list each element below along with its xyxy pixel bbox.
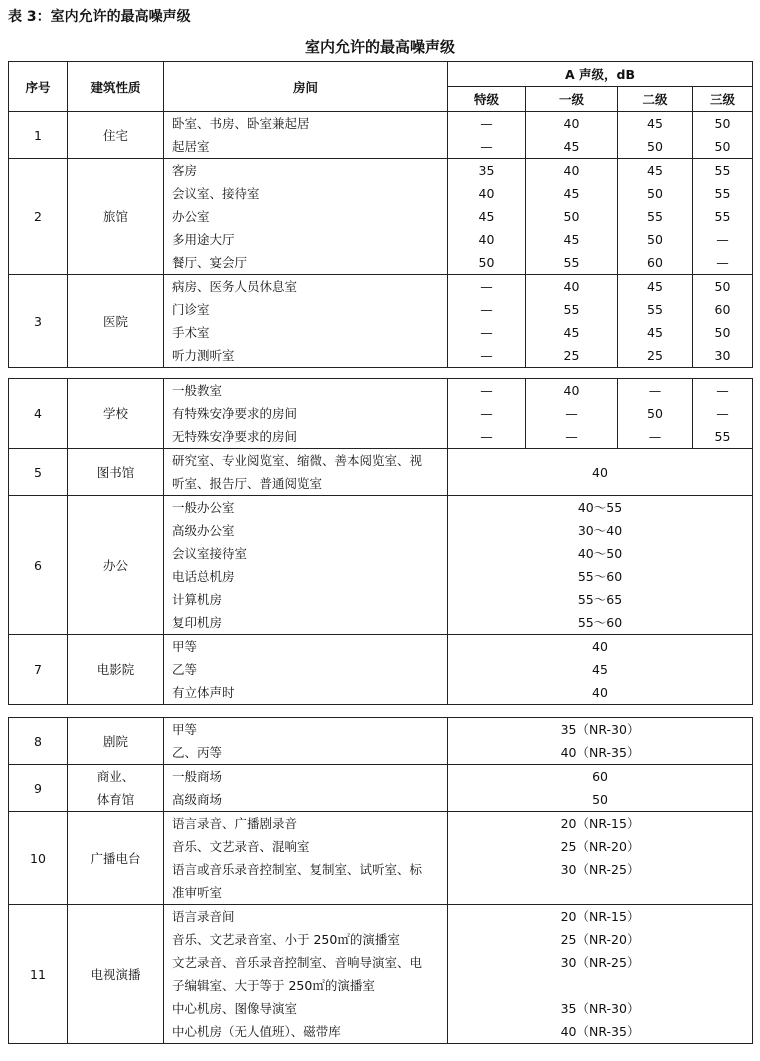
merged-value: 40（NR-35） xyxy=(448,1020,753,1044)
room-name-line: 有特殊安净要求的房间 xyxy=(172,406,298,421)
room-name-line: 计算机房 xyxy=(172,592,223,607)
building-type-line: 办公 xyxy=(102,557,128,573)
grade-value: 50 xyxy=(618,228,693,251)
building-type xyxy=(68,379,164,449)
grade-value: — xyxy=(448,402,526,425)
room-name xyxy=(164,519,448,542)
room-name xyxy=(164,588,448,611)
merged-value: 30（NR-25） xyxy=(448,951,753,997)
table-row xyxy=(9,379,753,403)
room-name xyxy=(164,658,448,681)
grade-value: 40 xyxy=(526,379,618,403)
merged-value: 25（NR-20） xyxy=(448,835,753,858)
row-number: 2 xyxy=(9,159,68,275)
room-name xyxy=(164,635,448,659)
row-number: 9 xyxy=(9,765,68,812)
room-name xyxy=(164,681,448,705)
room-name-line: 餐厅、宴会厅 xyxy=(172,255,248,270)
grade-value: 35 xyxy=(448,159,526,183)
room-name-line: 起居室 xyxy=(172,139,210,154)
building-type xyxy=(68,765,164,812)
room-name xyxy=(164,765,448,789)
grade-value: 50 xyxy=(693,275,753,299)
grade-value: 45 xyxy=(618,275,693,299)
building-type-line: 体育馆 xyxy=(96,792,135,807)
table-row xyxy=(9,112,753,136)
room-name-line: 音乐、文艺录音、混响室 xyxy=(172,839,310,854)
grade-value: 45 xyxy=(448,205,526,228)
building-type xyxy=(68,812,164,905)
row-number: 6 xyxy=(9,496,68,635)
room-name-line: 高级商场 xyxy=(172,792,223,807)
grade-value: 45 xyxy=(526,321,618,344)
room-name xyxy=(164,835,448,858)
merged-value: 30（NR-25） xyxy=(448,858,753,905)
header-grade: 二级 xyxy=(618,87,693,112)
room-name-line: 乙、丙等 xyxy=(172,745,223,760)
table-row xyxy=(9,718,753,742)
grade-value: 50 xyxy=(693,321,753,344)
building-type-line: 广播电台 xyxy=(90,850,141,866)
header-type: 建筑性质 xyxy=(68,62,164,112)
table-row xyxy=(9,635,753,659)
grade-value: 55 xyxy=(693,205,753,228)
room-name-line: 音乐、文艺录音室、小于 250㎡的演播室 xyxy=(172,932,400,947)
grade-value: — xyxy=(448,112,526,136)
merged-value: 45 xyxy=(448,658,753,681)
room-name xyxy=(164,425,448,449)
room-name-line: 门诊室 xyxy=(172,302,210,317)
room-name-line: 文艺录音、音乐录音控制室、音响导演室、电 xyxy=(172,955,423,970)
building-type xyxy=(68,112,164,159)
grade-value: 40 xyxy=(448,228,526,251)
room-name xyxy=(164,905,448,929)
merged-value: 35（NR-30） xyxy=(448,718,753,742)
grade-value: 55 xyxy=(693,159,753,183)
building-type-line: 住宅 xyxy=(102,127,128,143)
grade-value: — xyxy=(448,275,526,299)
room-name-line: 乙等 xyxy=(172,662,198,677)
merged-value: 55～60 xyxy=(448,565,753,588)
merged-value: 55～65 xyxy=(448,588,753,611)
merged-value: 55～60 xyxy=(448,611,753,635)
room-name xyxy=(164,228,448,251)
noise-table-part-1 xyxy=(8,61,752,368)
building-type xyxy=(68,159,164,275)
grade-value: — xyxy=(448,344,526,368)
grade-value: — xyxy=(693,379,753,403)
room-name-line: 中心机房（无人值班）、磁带库 xyxy=(172,1024,341,1039)
room-name-line: 一般商场 xyxy=(172,769,223,784)
room-name xyxy=(164,788,448,812)
room-name xyxy=(164,321,448,344)
room-name-line: 病房、医务人员休息室 xyxy=(172,279,298,294)
room-name xyxy=(164,928,448,951)
room-name-line: 甲等 xyxy=(172,722,198,737)
room-name-line: 多用途大厅 xyxy=(172,232,235,247)
row-number: 4 xyxy=(9,379,68,449)
grade-value: — xyxy=(693,251,753,275)
room-name xyxy=(164,997,448,1020)
grade-value: 50 xyxy=(448,251,526,275)
room-name xyxy=(164,718,448,742)
grade-value: — xyxy=(448,298,526,321)
grade-value: 30 xyxy=(693,344,753,368)
table-row xyxy=(9,812,753,836)
grade-value: 45 xyxy=(526,228,618,251)
room-name xyxy=(164,611,448,635)
grade-value: 25 xyxy=(618,344,693,368)
room-name xyxy=(164,298,448,321)
grade-value: 55 xyxy=(526,298,618,321)
merged-value: 20（NR-15） xyxy=(448,905,753,929)
row-number: 7 xyxy=(9,635,68,705)
merged-value: 35（NR-30） xyxy=(448,997,753,1020)
grade-value: — xyxy=(448,321,526,344)
room-name xyxy=(164,812,448,836)
header-grade: 特级 xyxy=(448,87,526,112)
grade-value: — xyxy=(618,425,693,449)
grade-value: 50 xyxy=(618,182,693,205)
merged-value: 40 xyxy=(448,635,753,659)
room-name xyxy=(164,251,448,275)
room-name-line: 有立体声时 xyxy=(172,685,235,700)
room-name xyxy=(164,741,448,765)
building-type xyxy=(68,635,164,705)
room-name-line: 语言录音间 xyxy=(172,909,235,924)
grade-value: 45 xyxy=(618,321,693,344)
merged-value: 40 xyxy=(448,681,753,705)
room-name xyxy=(164,496,448,520)
grade-value: 50 xyxy=(693,135,753,159)
grade-value: 40 xyxy=(526,112,618,136)
building-type-line: 医院 xyxy=(102,313,128,329)
room-name xyxy=(164,565,448,588)
row-number: 1 xyxy=(9,112,68,159)
room-name-line: 听力测听室 xyxy=(172,348,235,363)
table-row xyxy=(9,275,753,299)
room-name-line: 会议室接待室 xyxy=(172,546,248,561)
header-no: 序号 xyxy=(9,62,68,112)
building-type xyxy=(68,449,164,496)
header-room: 房间 xyxy=(164,62,448,112)
grade-value: 55 xyxy=(618,205,693,228)
room-name-line: 语言录音、广播剧录音 xyxy=(172,816,298,831)
room-name-line: 一般教室 xyxy=(172,383,223,398)
room-name xyxy=(164,135,448,159)
merged-value: 40 xyxy=(448,449,753,496)
grade-value: 60 xyxy=(693,298,753,321)
grade-value: 45 xyxy=(618,112,693,136)
grade-value: 45 xyxy=(526,135,618,159)
building-type xyxy=(68,905,164,1044)
room-name-line: 办公室 xyxy=(172,209,210,224)
building-type-line: 电视演播 xyxy=(90,966,141,982)
merged-value: 25（NR-20） xyxy=(448,928,753,951)
merged-value: 40（NR-35） xyxy=(448,741,753,765)
grade-value: 50 xyxy=(526,205,618,228)
room-name-line: 卧室、书房、卧室兼起居 xyxy=(172,116,310,131)
merged-value: 20（NR-15） xyxy=(448,812,753,836)
table-row xyxy=(9,496,753,520)
room-name xyxy=(164,159,448,183)
table-row xyxy=(9,905,753,929)
grade-value: — xyxy=(693,402,753,425)
grade-value: 40 xyxy=(526,275,618,299)
grade-value: 40 xyxy=(448,182,526,205)
room-name xyxy=(164,205,448,228)
room-name-line: 准审听室 xyxy=(172,885,223,900)
grade-value: 45 xyxy=(526,182,618,205)
noise-table xyxy=(8,61,753,368)
header-row xyxy=(9,62,753,87)
room-name xyxy=(164,182,448,205)
merged-value: 60 xyxy=(448,765,753,789)
merged-value: 40～50 xyxy=(448,542,753,565)
building-type-line: 商业、 xyxy=(96,769,135,784)
grade-value: — xyxy=(448,135,526,159)
room-name-line: 语言或音乐录音控制室、复制室、试听室、标 xyxy=(172,862,423,877)
room-name-line: 会议室、接待室 xyxy=(172,186,260,201)
room-name-line: 客房 xyxy=(172,163,198,178)
building-type xyxy=(68,275,164,368)
grade-value: 55 xyxy=(526,251,618,275)
room-name-line: 听室、报告厅、普通阅览室 xyxy=(172,476,323,491)
grade-value: 25 xyxy=(526,344,618,368)
grade-value: — xyxy=(693,228,753,251)
grade-value: — xyxy=(526,402,618,425)
row-number: 3 xyxy=(9,275,68,368)
room-name-line: 中心机房、图像导演室 xyxy=(172,1001,298,1016)
grade-value: 55 xyxy=(693,182,753,205)
header-a-level: A 声级，dB xyxy=(448,62,753,87)
noise-table-part-3 xyxy=(8,717,752,1044)
noise-table xyxy=(8,717,753,1044)
room-name xyxy=(164,449,448,496)
header-grade: 三级 xyxy=(693,87,753,112)
room-name-line: 复印机房 xyxy=(172,615,223,630)
header-grade: 一级 xyxy=(526,87,618,112)
room-name xyxy=(164,275,448,299)
room-name-line: 甲等 xyxy=(172,639,198,654)
building-type-line: 电影院 xyxy=(96,662,135,677)
room-name xyxy=(164,858,448,905)
grade-value: — xyxy=(448,425,526,449)
merged-value: 30～40 xyxy=(448,519,753,542)
grade-value: 60 xyxy=(618,251,693,275)
noise-table xyxy=(8,378,753,705)
noise-table-part-2 xyxy=(8,378,752,705)
grade-value: 55 xyxy=(693,425,753,449)
merged-value: 40～55 xyxy=(448,496,753,520)
building-type xyxy=(68,496,164,635)
grade-value: 50 xyxy=(618,402,693,425)
building-type-line: 学校 xyxy=(102,406,128,421)
merged-value: 50 xyxy=(448,788,753,812)
row-number: 10 xyxy=(9,812,68,905)
room-name xyxy=(164,112,448,136)
row-number: 11 xyxy=(9,905,68,1044)
table-row xyxy=(9,765,753,789)
grade-value: — xyxy=(448,379,526,403)
table-title: 室内允许的最高噪声级 xyxy=(304,38,455,56)
building-type xyxy=(68,718,164,765)
room-name xyxy=(164,402,448,425)
building-type-line: 剧院 xyxy=(102,733,128,749)
grade-value: 40 xyxy=(526,159,618,183)
room-name-line: 子编辑室、大于等于 250㎡的演播室 xyxy=(172,978,375,993)
grade-value: — xyxy=(526,425,618,449)
grade-value: — xyxy=(618,379,693,403)
room-name-line: 高级办公室 xyxy=(172,523,235,538)
table-row xyxy=(9,449,753,496)
room-name-line: 手术室 xyxy=(172,325,210,340)
grade-value: 50 xyxy=(693,112,753,136)
grade-value: 45 xyxy=(618,159,693,183)
building-type-line: 旅馆 xyxy=(102,209,128,224)
room-name xyxy=(164,1020,448,1044)
room-name-line: 无特殊安净要求的房间 xyxy=(172,429,298,444)
room-name-line: 电话总机房 xyxy=(172,569,235,584)
room-name-line: 一般办公室 xyxy=(172,500,235,515)
room-name-line: 研究室、专业阅览室、缩微、善本阅览室、视 xyxy=(172,453,423,468)
row-number: 5 xyxy=(9,449,68,496)
table-caption: 表 3：室内允许的最高噪声级 xyxy=(8,9,191,25)
room-name xyxy=(164,344,448,368)
grade-value: 55 xyxy=(618,298,693,321)
grade-value: 50 xyxy=(618,135,693,159)
building-type-line: 图书馆 xyxy=(96,464,135,480)
room-name xyxy=(164,379,448,403)
room-name xyxy=(164,542,448,565)
row-number: 8 xyxy=(9,718,68,765)
table-row xyxy=(9,159,753,183)
room-name xyxy=(164,951,448,997)
